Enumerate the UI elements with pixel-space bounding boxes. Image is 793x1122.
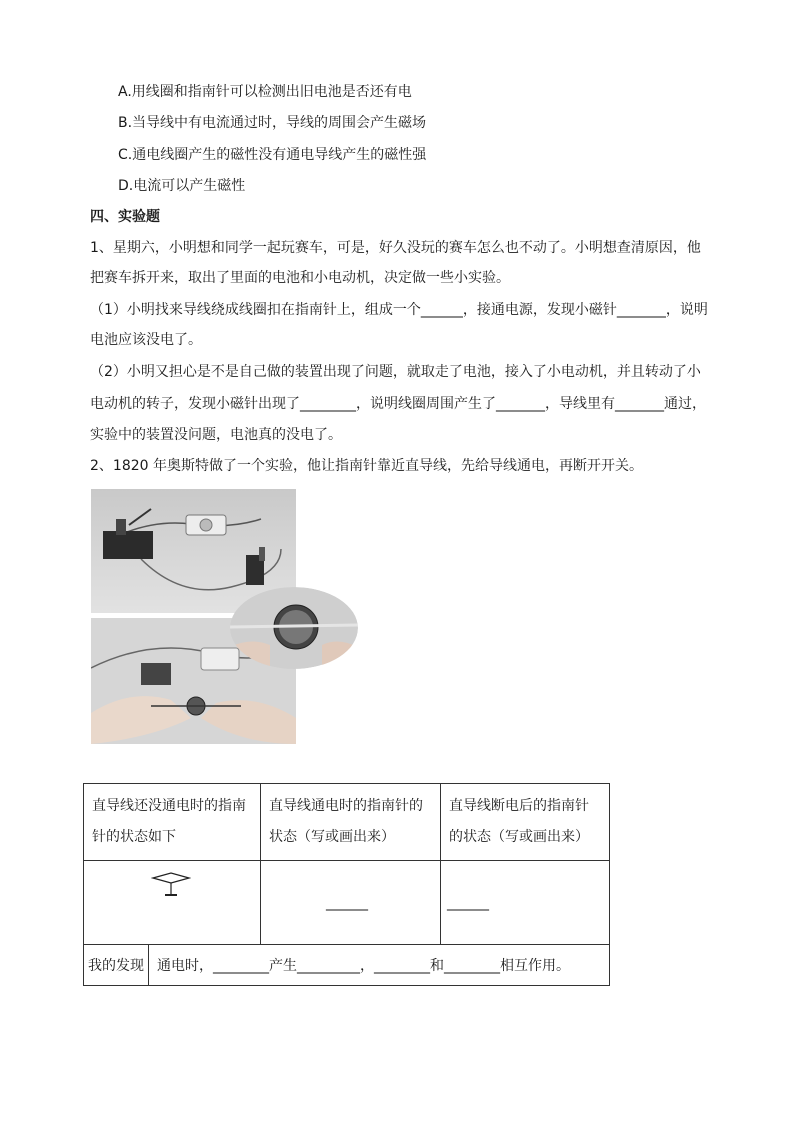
answer-blank-after[interactable]: ______	[447, 895, 489, 911]
section-title: 四、实验题	[90, 209, 160, 225]
option-c: C.通电线圈产生的磁性没有通电导线产生的磁性强	[118, 147, 427, 163]
q1-line-2: 把赛车拆开来，取出了里面的电池和小电动机，决定做一些小实验。	[90, 270, 510, 286]
observation-table	[83, 783, 610, 986]
q2-line-1: 2、1820 年奥斯特做了一个实验，他让指南针靠近直导线，先给导线通电，再断开开关。	[90, 458, 643, 474]
option-a: A.用线圈和指南针可以检测出旧电池是否还有电	[118, 84, 412, 100]
answer-blank-during[interactable]: ______	[326, 895, 368, 911]
q1-part2-line-3: 实验中的装置没问题，电池真的没电了。	[90, 427, 342, 443]
finding-row	[84, 945, 610, 986]
q1-part2-line-1: （2）小明又担心是不是自己做的装置出现了问题，就取走了电池，接入了小电动机，并且转动了小	[90, 364, 701, 380]
compass-needle-icon	[151, 871, 191, 901]
option-d: D.电流可以产生磁性	[118, 178, 246, 194]
compass-closeup-photo	[230, 587, 358, 669]
header-before-current: 直导线还没通电时的指南针的状态如下	[84, 784, 261, 861]
q1-part1-line-2: 电池应该没电了。	[90, 332, 202, 348]
finding-text[interactable]: 通电时，________产生_________，________和________相互作用。	[157, 958, 570, 974]
q1-line-1: 1、星期六，小明想和同学一起玩赛车，可是，好久没玩的赛车怎么也不动了。小明想查清原因，他	[90, 240, 701, 256]
q1-part1-line-1: （1）小明找来导线绕成线圈扣在指南针上，组成一个______，接通电源，发现小磁针_______，说明	[90, 302, 708, 318]
header-after-current: 直导线断电后的指南针的状态（写或画出来）	[441, 784, 610, 861]
cell-before-current	[84, 861, 261, 945]
q1-part2-line-2: 电动机的转子，发现小磁针出现了________，说明线圈周围产生了_______，导线里有_______通过，	[90, 396, 706, 412]
option-b: B.当导线中有电流通过时，导线的周围会产生磁场	[118, 115, 427, 131]
cell-during-current[interactable]	[261, 861, 441, 945]
header-during-current: 直导线通电时的指南针的状态（写或画出来）	[261, 784, 441, 861]
cell-after-current[interactable]	[441, 861, 610, 945]
finding-label: 我的发现	[84, 945, 149, 985]
